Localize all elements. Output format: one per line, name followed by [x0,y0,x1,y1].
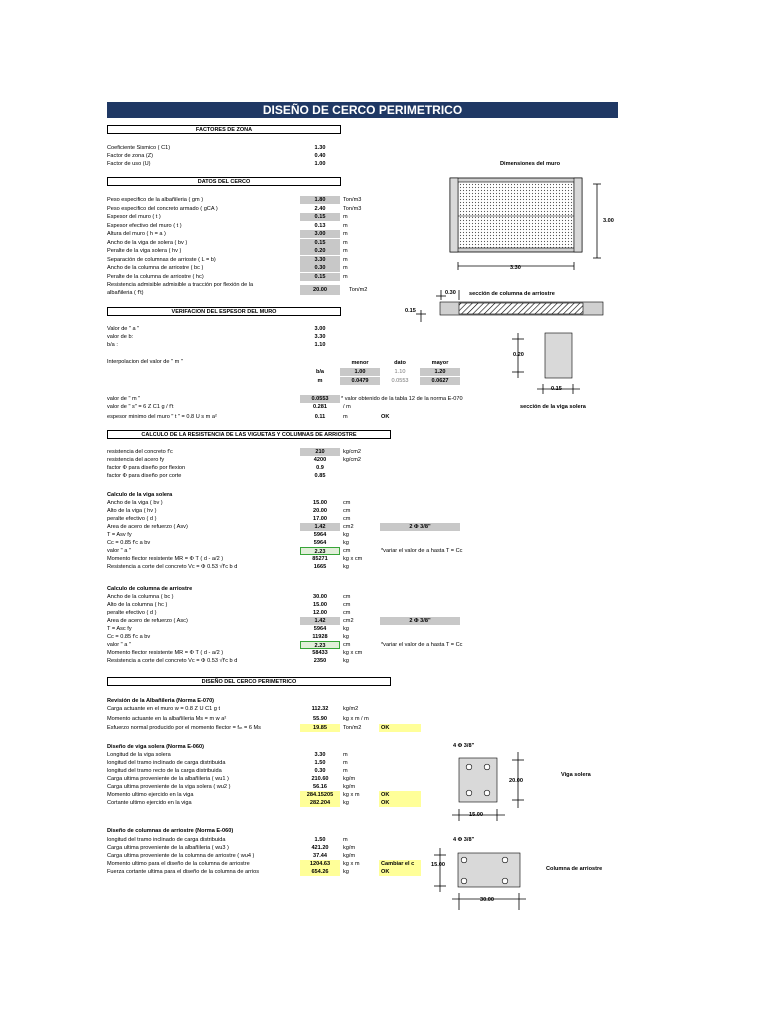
row-value: 2.23 [300,547,340,555]
row-label: resistencia del concreto f'c [107,449,173,455]
viga-bar [466,790,472,796]
sec-col-w-label: 0.30 [445,290,456,296]
ba-mayor: 1.20 [420,368,460,376]
row-value: 0.40 [314,153,326,159]
viga-heading: Calculo de la viga solera [107,492,173,498]
col-menor: menor [351,360,369,366]
row-value: 3.30 [314,752,326,758]
muro-w-label: 3.30 [510,265,521,271]
row-ok: OK [379,868,421,876]
row-unit: kg/m2 [343,706,359,712]
row-unit: m [343,214,348,220]
row-unit: Ton/m3 [343,205,362,212]
row-label: Momento actuante en la albañileria Ms = m w a² [107,715,227,722]
col-fig-w: 30.00 [480,897,494,903]
verif-b-value: 3.30 [314,334,326,340]
row-value: 654.26 [300,868,340,876]
row-label: Ancho de la columna de arriostre ( bc ) [107,265,204,271]
row-unit: kg/m [343,853,356,859]
ba-dato: 1.10 [394,369,406,375]
row-unit: kg [343,634,349,640]
row-ok: OK [379,791,421,799]
section-diseno-header: DISEÑO DEL CERCO PERIMETRICO [107,677,391,686]
row-unit: kg [343,800,349,806]
row-value: 284.15205 [300,791,340,799]
row-label: peralte efectivo ( d ) [107,610,157,616]
row-value: 3.00 [300,230,340,238]
row-unit: kg x cm [343,556,363,562]
viga-fig-w: 15.00 [469,812,483,818]
row-value: 1.00 [314,161,326,167]
row-label: Peso especifico de la albañileria ( gm ) [107,197,204,203]
row-label: Separación de columnas de arrioste ( L = b) [107,256,216,263]
row-value: 112.32 [311,706,329,712]
row-unit: m [343,768,348,774]
row-ok: OK [379,724,421,732]
sec-viga-rect [545,333,572,378]
row-label: Peralte de la viga solera ( hv ) [107,248,182,254]
muro-h-label: 3.00 [603,218,614,224]
row-value: 1665 [313,564,327,570]
row-label: Longitud de la viga solera [107,752,171,758]
resist-label-1: Resistencia admisible admisible a tracción por flexión de la [107,282,254,288]
row-unit: kg/m [343,845,356,851]
row-label: Cc = 0.85 f'c a bv [107,634,151,640]
row-value: 0.9 [316,465,324,471]
revision-heading: Revisión de la Albañileria (Norma E-070) [107,698,215,704]
row-value: 1.30 [314,145,326,151]
row-value: 20.00 [313,508,327,514]
row-label: Esfuerzo normal producido por el momento flector = fₘ = 6 Ms [107,725,261,731]
viga-bar [484,764,490,770]
muro-brick [458,182,574,248]
row-label: Peralte de la columna de arriostre ( hc) [107,273,204,280]
row-label: Resistencia a corte del concreto Vc = Φ 0.53 √f'c b d [107,564,238,570]
row-unit: kg [343,658,349,664]
sec-col-t-label: 0.15 [405,308,416,314]
row-value: 30.00 [313,594,327,600]
diseno-viga-heading: Diseño de viga solera (Norma E-060) [107,744,204,750]
viga-bar [484,790,490,796]
muro-column-right [574,178,582,252]
row-label: Ancho de la viga ( bv ) [107,500,163,506]
columna-bars: 2 Φ 3/8" [380,617,460,625]
m-label: valor de " m " [107,396,141,402]
row-label: Carga ultima proveniente de la albañileria ( wu1 ) [107,776,229,782]
m-dato: 0.0553 [391,378,409,384]
m-mayor: 0.0627 [420,377,460,385]
row-value: 282.204 [300,799,340,807]
resist-unit: Ton/m2 [349,287,368,293]
row-label: Momento ultimo ejercido en la viga [107,792,194,798]
columna-heading: Calculo de columna de arriostre [107,586,193,592]
row-value: 0.13 [314,222,326,229]
row-label: longitud del tramo recto de la carga distribuida [107,768,222,774]
row-label: Factor de uso (U) [107,161,151,167]
row-value: 421.20 [311,845,329,851]
row-label: Espesor efectivo del muro ( t ) [107,222,182,229]
row-unit: m [343,248,348,254]
row-unit: kg [343,564,349,570]
row-unit: cm [343,610,351,616]
row-label: Carga ultima proveniente de la albañileria ( wu3 ) [107,845,229,851]
row-value: 4200 [313,457,327,463]
row-label: T = Asc fy [107,626,132,632]
row-label: longitud del tramo inclinado de carga distribuida [107,837,226,843]
sec-viga-label: sección de la viga solera [520,404,586,410]
row-value: 0.15 [300,239,340,247]
row-value: 37.44 [313,853,327,859]
row-label: Peso especifico del concreto armado ( gCA ) [107,205,218,212]
row-unit: kg [343,869,349,875]
row-label: peralte efectivo ( d ) [107,516,157,522]
viga-fig-bars: 4 Φ 3/8" [453,743,475,749]
verif-a-label: Valor de " a " [107,326,140,332]
col-dato: dato [394,360,406,366]
t-label: espesor minimo del muro " t " = 0.8 U s m a² [107,414,217,420]
row-value: 17.00 [313,516,327,522]
t-ok: OK [381,414,390,420]
sec-viga-w-label: 0.15 [551,386,562,392]
sec-col-hatch [459,303,583,314]
row-value: 56.16 [313,784,327,790]
row-value: 15.00 [313,602,327,608]
row-label: factor Φ para diseño por corte [107,473,182,479]
row-label: Alto de la viga ( hv ) [107,508,157,514]
row-value: 5964 [313,626,327,632]
row-label: Espesor del muro ( t ) [107,214,161,220]
row-label: Area de acero de refuerzo ( Asc) [107,618,188,624]
row-m-label: m [317,378,323,384]
row-value: 210.60 [311,776,329,782]
row-value: 85271 [312,556,328,562]
row-label: Carga ultima proveniente de la columna de arriostre ( wu4 ) [107,853,255,859]
row-unit: m [343,231,348,237]
row-unit: kg x m [343,792,360,798]
s-value: 0.281 [313,404,327,410]
row-value: 0.15 [300,273,340,281]
row-value: 210 [300,448,340,456]
row-unit: kg x cm [343,650,363,656]
row-value: 1204.63 [300,860,340,868]
row-value: 11928 [312,634,328,640]
row-label: resistencia del acero fy [107,457,165,463]
row-label: valor " a " [107,642,131,648]
col-fig-h: 15.00 [431,862,445,868]
verif-b-label: valor de b: [107,334,134,340]
columna-note: *variar el valor de a hasta T = Cc [381,642,463,648]
row-ba-label: b/a [315,369,325,375]
row-label: Momento ultimo para el diseño de la columna de arriostre [107,861,250,867]
row-unit: kg/cm2 [343,457,362,463]
row-unit: cm [343,602,351,608]
row-label: Ancho de la columna ( bc ) [107,594,174,600]
row-unit: cm2 [343,524,354,530]
row-ok: OK [379,799,421,807]
row-value: 1.50 [314,837,326,843]
row-unit: kg [343,626,349,632]
row-label: Resistencia a corte del concreto Vc = Φ 0.53 √f'c b d [107,658,238,664]
row-label: Cc = 0.85 f'c a bv [107,540,151,546]
row-value: 3.30 [300,256,340,264]
row-unit: kg [343,540,349,546]
row-label: Carga ultima proveniente de la viga solera ( wu2 ) [107,784,231,790]
t-value: 0.11 [314,414,326,420]
row-unit: m [343,837,348,843]
col-fig-label: Columna de arriostre [546,866,603,872]
s-label: valor de " s" = 6 Z C1 g / f't [107,404,174,410]
m-value: 0.0553 [300,395,340,403]
col-bar [502,857,508,863]
row-unit: kg x m / m [343,715,369,722]
row-label: Alto de la columna ( hc ) [107,602,168,608]
row-ok: Cambiar el c [379,860,421,868]
row-unit: cm [343,548,351,554]
section-calculo-header: CALCULO DE LA RESISTENCIA DE LAS VIGUETAS Y COLUMNAS DE ARRIOSTRE [107,430,391,439]
section-datos-header: DATOS DEL CERCO [107,177,341,186]
sec-viga-h-label: 0.20 [513,352,524,358]
row-value: 1.42 [300,523,340,531]
row-label: Ancho de la viga de solera ( bv ) [107,239,188,246]
viga-bar [466,764,472,770]
row-label: Fuerza cortante ultima para el diseño de la columna de arrios [107,869,260,875]
row-unit: cm [343,508,351,514]
interp-label: Interpolacion del valor de " m " [107,359,183,365]
viga-section-rect [459,758,497,802]
row-value: 55.90 [313,715,327,722]
viga-note: *variar el valor de a hasta T = Cc [381,548,463,554]
row-unit: m [343,273,348,280]
col-bar [461,857,467,863]
row-value: 2.40 [314,205,326,212]
m-menor: 0.0479 [340,377,380,385]
row-unit: m [343,222,348,229]
row-label: valor " a " [107,548,131,554]
viga-fig-label: Viga solera [561,772,591,778]
col-bar [502,878,508,884]
row-unit: m [343,265,348,271]
viga-fig-h: 20.00 [509,778,523,784]
section-factores-header: FACTORES DE ZONA [107,125,341,134]
row-label: factor Φ para diseño por flexion [107,465,186,471]
row-label: Altura del muro ( h = a ) [107,231,166,237]
col-bar [461,878,467,884]
row-unit: cm2 [343,618,354,624]
row-value: 1.50 [314,760,326,766]
row-unit: cm [343,594,351,600]
col-fig-bars: 4 Φ 3/8" [453,837,475,843]
sec-col-label: sección de columna de arriostre [469,291,555,297]
row-value: 0.20 [300,247,340,255]
diseno-col-heading: Diseño de columnas de arriostre (Norma E-060) [107,828,234,834]
viga-bars: 2 Φ 3/8" [380,523,460,531]
row-unit: cm [343,500,351,506]
row-label: Coeficiente Sismico ( C1) [107,145,171,151]
row-value: 19.85 [300,724,340,732]
resist-label-2: albañileria ( f't) [107,290,144,296]
row-unit: cm [343,516,351,522]
section-verificacion-header: VERIFACION DEL ESPESOR DEL MURO [107,307,341,316]
row-unit: kg/m [343,784,356,790]
verif-a-value: 3.00 [314,326,326,332]
row-unit: kg [343,532,349,538]
row-unit: m [343,760,348,766]
row-unit: kg x m [343,861,360,867]
row-label: longitud del tramo inclinado de carga distribuida [107,760,226,766]
row-value: 1.42 [300,617,340,625]
ba-menor: 1.00 [340,368,380,376]
verif-ba-label: b/a : [107,342,118,348]
row-value: 2.23 [300,641,340,649]
muro-title: Dimensiones del muro [500,161,560,167]
m-note: * valor obtenido de la tabla 12 de la norma E-070 [341,396,463,402]
row-unit: kg/cm2 [343,449,362,455]
row-unit: cm [343,642,351,648]
row-value: 15.00 [313,500,327,506]
row-unit: m [343,752,348,758]
row-unit: Ton/m3 [343,197,362,203]
row-label: Area de acero de refuerzo ( Asv) [107,524,188,530]
col-mayor: mayor [431,360,449,366]
row-unit: Ton/m2 [343,725,362,731]
row-value: 12.00 [313,610,327,616]
verif-ba-value: 1.10 [314,342,326,348]
row-label: Momento flector resistente MR = Φ T ( d - a/2 ) [107,556,224,562]
row-value: 5964 [313,540,327,546]
muro-column-left [450,178,458,252]
row-label: T = Asv fy [107,532,132,538]
row-value: 58433 [312,650,328,656]
row-label: Cortante ultimo ejercido en la viga [107,800,192,806]
row-value: 0.85 [314,473,326,479]
t-unit: m [343,414,348,420]
row-label: Momento flector resistente MR = Φ T ( d - a/2 ) [107,650,224,656]
row-unit: m [343,239,348,246]
row-value: 5964 [313,532,327,538]
resist-value: 20.00 [300,285,340,295]
page-title: DISEÑO DE CERCO PERIMETRICO [107,102,618,118]
row-value: 2350 [313,658,327,664]
row-unit: m [343,256,348,263]
s-unit: / m [343,404,351,410]
row-value: 0.15 [300,213,340,221]
row-label: Factor de zona (Z) [107,153,154,159]
col-section-rect [458,853,520,887]
row-unit: kg/m [343,776,356,782]
row-label: Carga actuante en el muro w = 0.8 Z U C1 g t [107,706,221,712]
row-value: 1.80 [300,196,340,204]
row-value: 0.30 [314,768,326,774]
row-value: 0.30 [300,264,340,272]
